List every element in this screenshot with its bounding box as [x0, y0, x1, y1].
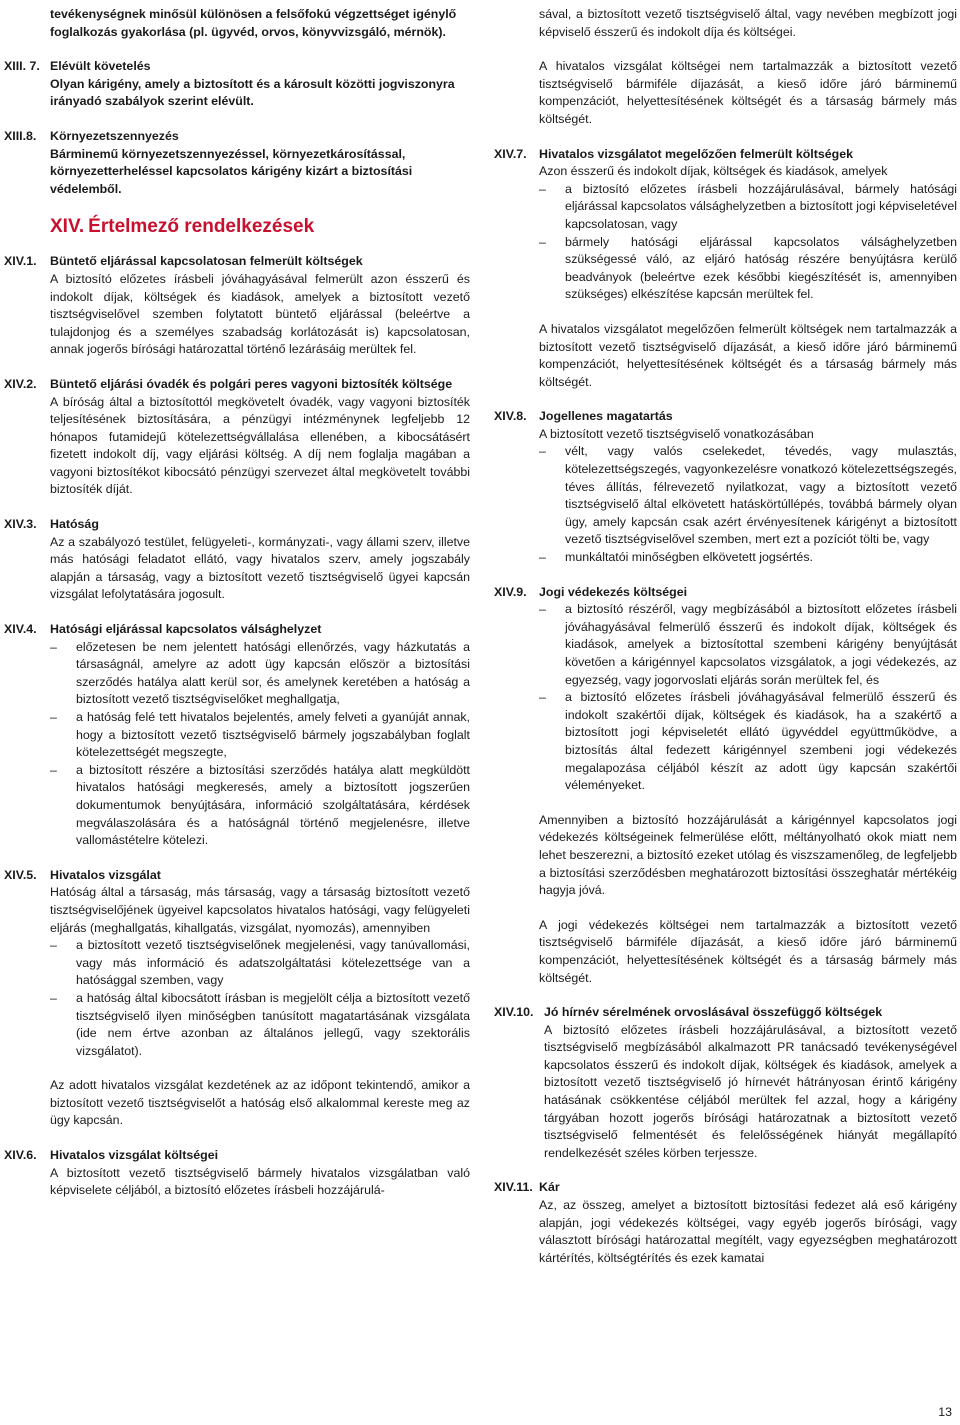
section-title: Hivatalos vizsgálat költségei — [50, 1148, 219, 1163]
list-item: – bármely hatósági eljárással kapcsolatos válsághelyzetben szükségessé váló, az eljáró hatóság részére benyújtásra kerülő beadványok (beleértve ezek későbbi kiegészítését is, amennyiben szükséges) elkészítése kapcsán merültek fel. — [539, 234, 957, 304]
list-item: – munkáltatói minőségben elkövetett jogsértés. — [539, 549, 957, 567]
section-xiii-7 — [4, 58, 470, 111]
section-note: Az adott hivatalos vizsgálat kezdetének az az időpont tekintendő, amikor a biztosított vezető tisztségviselőt a hatóság első alkalommal kereste meg az ügy kapcsán. — [50, 1078, 470, 1128]
chapter-heading — [50, 215, 470, 239]
section-body: A biztosított vezető tisztségviselő vonatkozásában — [539, 426, 814, 441]
section-title: Elévült követelés — [50, 59, 151, 74]
section-xiv-2 — [4, 376, 470, 499]
section-number: XIII. 7. — [4, 59, 40, 74]
section-body: A biztosított vezető tisztségviselő bármely hivatalos vizsgálatban való képviselete céljából, a biztosító előzetes írásbeli hozzájárulá- — [50, 1165, 470, 1198]
section-xiii-8 — [4, 128, 470, 198]
section-xiv-6 — [4, 1147, 470, 1200]
list-item: – előzetesen be nem jelentett hatósági ellenőrzés, vagy házkutatás a társaságnál, amelyre az adott ügy kapcsán először a biztosítási szerződés hatálya alatt kerül sor, és amelynek keretében a hatóság a biztosított vezető tisztségviselőket meghallgatja, — [50, 639, 470, 709]
section-xiv-8 — [494, 408, 957, 566]
left-column — [4, 6, 470, 1217]
section-number: XIV.11. — [494, 1180, 533, 1195]
section-number: XIV.6. — [4, 1148, 37, 1163]
dash-list — [539, 601, 957, 795]
dash-list — [50, 639, 470, 850]
section-title: Kár — [539, 1180, 560, 1195]
intro-section — [4, 6, 470, 41]
section-title: Jogellenes magatartás — [539, 409, 673, 424]
section-number: XIV.10. — [494, 1005, 534, 1020]
intro-text: tevékenységnek minősül különösen a felsőfokú végzettséget igénylő foglalkozás gyakorlása (pl. ügyvéd, orvos, könyvvizsgáló, mérnök). — [50, 7, 457, 39]
section-number: XIV.8. — [494, 409, 527, 424]
continuation-text: A hivatalos vizsgálat költségei nem tartalmazzák a biztosított vezető tisztségviselő bármiféle díjazását, a kieső időre járó bárminemű kompenzációt, helyettesítésének költségét és a társaság bármely más költségét. — [539, 59, 957, 126]
section-number: XIV.3. — [4, 517, 37, 532]
section-number: XIV.2. — [4, 376, 37, 391]
section-body: Hatóság által a társaság, más társaság, vagy a társaság biztosított vezető tisztségviselőjének ügyeivel kapcsolatos hivatalos hatósági, vagy felügyeleti eljárás (meghallgatás, kihallgatás, vizsgálat, nyomozás), amennyiben — [50, 885, 470, 935]
section-title: Hatósági eljárással kapcsolatos válsághelyzet — [50, 622, 322, 637]
list-item: – vélt, vagy valós cselekedet, tévedés, vagy mulasztás, kötelezettségszegés, vagyonkezelésre vonatkozó kötelezettségszegés, téves állítás, félrevezető nyilatkozat, vagy a biztosított vezető tisztségviselő által elkövetett hatáskörtúllépés, továbbá bármely olyan ügy, amely kapcsán csak azért érvényesítenek kárigényt a biztosított vezető tisztségviselővel szemben, mert ezt a pozíciót tölti be, vagy — [539, 443, 957, 549]
section-body: Az, az összeg, amelyet a biztosított biztosítási fedezet alá eső kárigény alapján, jogi védekezés költségei, vagy egyéb jogerős bírósági, vagy választott bírósági határozattal megítélt, vagy egyezségben meghatározott kártérítés, költségtérítés és ezek kamatai — [539, 1198, 957, 1265]
dash-list — [50, 937, 470, 1060]
continuation-text: sával, a biztosított vezető tisztségviselő által, vagy nevében megbízott jogi képviselő ésszerű és indokolt díja és költségei. — [539, 7, 957, 39]
list-item: – a biztosító előzetes írásbeli jóváhagyásával felmerülő ésszerű és indokolt szakértői díjak, költségek és kiadások, ha a szakértő a biztosított jogi képviseletét ellátó ügyvéddel együttműködve, a biztosítás által fedezett kárigénnyel szembeni jogi védekezés megalapozása céljából készít az adott ügy kapcsán szakértői véleményeket. — [539, 689, 957, 795]
section-note: A hivatalos vizsgálatot megelőzően felmerült költségek nem tartalmazzák a biztosított vezető tisztségviselő díjazását, a kieső időre járó bárminemű kompenzációt, helyettesítésének költségét és a társaság bármely más költségét. — [539, 321, 957, 389]
section-title: Jó hírnév sérelmének orvoslásával összefüggő költségek — [544, 1005, 883, 1020]
list-item: – a biztosított vezető tisztségviselőnek megjelenési, vagy tanúvallomási, vagy más információ és adatszolgáltatási kötelezettsége van a hatósággal szemben, vagy — [50, 937, 470, 990]
list-item: – a hatóság által kibocsátott írásban is megjelölt célja a biztosított vezető tisztségviselő ilyen minőségben tanúsított magatartásának vizsgálata (ide nem értve azonban az általános jellegű, vagy szektorális vizsgálatot). — [50, 990, 470, 1060]
section-note: A jogi védekezés költségei nem tartalmazzák a biztosított vezető tisztségviselő bármiféle díjazását, a kieső időre járó bárminemű kompenzációt, helyettesítésének költségét és a társaság bármely más költségét. — [539, 917, 957, 985]
section-xiv-3 — [4, 516, 470, 604]
section-title: Környezetszennyezés — [50, 128, 179, 143]
chapter-number: XIV. — [50, 216, 85, 238]
section-body: Bárminemű környezetszennyezéssel, környezetkárosítással, környezetterheléssel kapcsolatos kárigény kizárt a biztosítási védelemből. — [50, 146, 413, 196]
right-column — [494, 6, 957, 1284]
section-xiv-10 — [494, 1004, 957, 1162]
section-body: A biztosító előzetes írásbeli hozzájárulásával, a biztosított vezető tisztségviselő megbízásából alkalmazott PR tanácsadó tevékenységével kapcsolatos ésszerű és indokolt díjak, költségek és kiadások, amelyek a biztosított vezető tisztségviselő jó hírnevét hátrányosan érintő kárigény hatásának csökkentése céljából merültek fel azzal, hogy a kárigény tárgyában hozott jogerős bírósági határozatnak a biztosított vezető tisztségviselő felmentését és felelősségének hiányát megállapító rendelkezését széles körben terjessze. — [544, 1022, 957, 1160]
section-body: Azon ésszerű és indokolt díjak, költségek és kiadások, amelyek — [539, 164, 888, 179]
page-number: 13 — [938, 1405, 952, 1419]
section-title: Jogi védekezés költségei — [539, 584, 688, 599]
section-number: XIV.7. — [494, 146, 527, 161]
section-title: Hivatalos vizsgálatot megelőzően felmerült költségek — [539, 146, 853, 161]
section-body: A bíróság által a biztosítottól megkövetelt óvadék, vagy vagyoni biztosíték teljesítésének biztosítására, a pénzügyi intézménynek legfeljebb 12 hónapos futamidejű kötelezettségvállalása ellenében, a kibocsátásért fizetett indokolt díj, vagy eljárási költség. A díj nem foglalja magában a vagyoni biztosítékot kibocsátó pénzügyi szervezet által megkövetelt további biztosíték díját. — [50, 394, 470, 497]
section-note: Amennyiben a biztosító hozzájárulását a kárigénnyel kapcsolatos jogi védekezés költségeinek felmerülése előtt, méltányolható okok miatt nem lehet beszerezni, a biztosító ezeket utólag és viszszamenőleg, de legfeljebb a biztosítási szerződésben meghatározott biztosítási összeghatár mértékéig hagyja jóvá. — [539, 812, 957, 898]
section-number: XIII.8. — [4, 128, 37, 143]
list-item: – a biztosító előzetes írásbeli hozzájárulásával, bármely hatósági eljárással kapcsolatos válsághelyzetben a biztosított jogi képviseletével kapcsolatosan, vagy — [539, 181, 957, 234]
section-xiv-7 — [494, 146, 957, 392]
dash-list — [539, 181, 957, 304]
section-body: Olyan kárigény, amely a biztosított és a károsult közötti jogviszonyra irányadó szabályok szerint elévült. — [50, 76, 455, 109]
section-body: A biztosító előzetes írásbeli jóváhagyásával felmerült azon ésszerű és indokolt díjak, költségek és kiadások, amelyek a biztosított vezető tisztségviselővel szemben folytatott büntető eljárással (beleértve a tulajdonjog és a személyes szabadság korlátozását is) kapcsolatosan, annak jogerős bírósági határozattal történő lezárásáig merültek fel. — [50, 271, 470, 357]
chapter-title: Értelmező rendelkezések — [88, 216, 315, 238]
section-title: Hivatalos vizsgálat — [50, 867, 161, 882]
section-body: Az a szabályozó testület, felügyeleti-, kormányzati-, vagy állami szerv, illetve más hatósági feladatot ellátó, vagy hivatalos szerv, amely jogszabály alapján a társaság, vagy a biztosított vezető tisztségviselő ügyei kapcsán vizsgálat lefolytatására jogosult. — [50, 534, 470, 602]
section-xiv-4 — [4, 621, 470, 850]
section-title: Hatóság — [50, 517, 99, 532]
section-xiv-5 — [4, 867, 470, 1130]
section-title: Büntető eljárással kapcsolatosan felmerült költségek — [50, 254, 363, 269]
section-xiv-11 — [494, 1179, 957, 1267]
section-number: XIV.5. — [4, 867, 37, 882]
dash-list — [539, 443, 957, 566]
list-item: – a biztosított részére a biztosítási szerződés hatálya alatt megküldött hivatalos hatósági megkeresés, amely a biztosított jogszerűen dokumentumok benyújtására, információ szolgáltatására, kérdések megválaszolására és a hatóságnál történő megjelenésre, illetve vallomástételre kötelezi. — [50, 762, 470, 850]
continuation-section — [494, 6, 957, 129]
section-number: XIV.9. — [494, 584, 527, 599]
section-number: XIV.4. — [4, 622, 37, 637]
section-xiv-9 — [494, 584, 957, 987]
section-title: Büntető eljárási óvadék és polgári peres vagyoni biztosíték költsége — [50, 376, 453, 391]
section-number: XIV.1. — [4, 254, 37, 269]
section-xiv-1 — [4, 253, 470, 359]
list-item: – a hatóság felé tett hivatalos bejelentés, amely felveti a gyanúját annak, hogy a biztosított vezető tisztségviselő bármely jogszabályban foglalt kötelezettségét megszegte, — [50, 709, 470, 762]
list-item: – a biztosító részéről, vagy megbízásából a biztosított előzetes írásbeli jóváhagyásával felmerülő ésszerű és indokolt díjak, költségek és kiadások, amelyek a biztosítottal szembeni kárigény benyújtását követően a kárigénnyel kapcsolatos vizsgálatok, a jogi védekezés, az egyezség, vagy jogorvoslati eljárás során merültek fel, és — [539, 601, 957, 689]
